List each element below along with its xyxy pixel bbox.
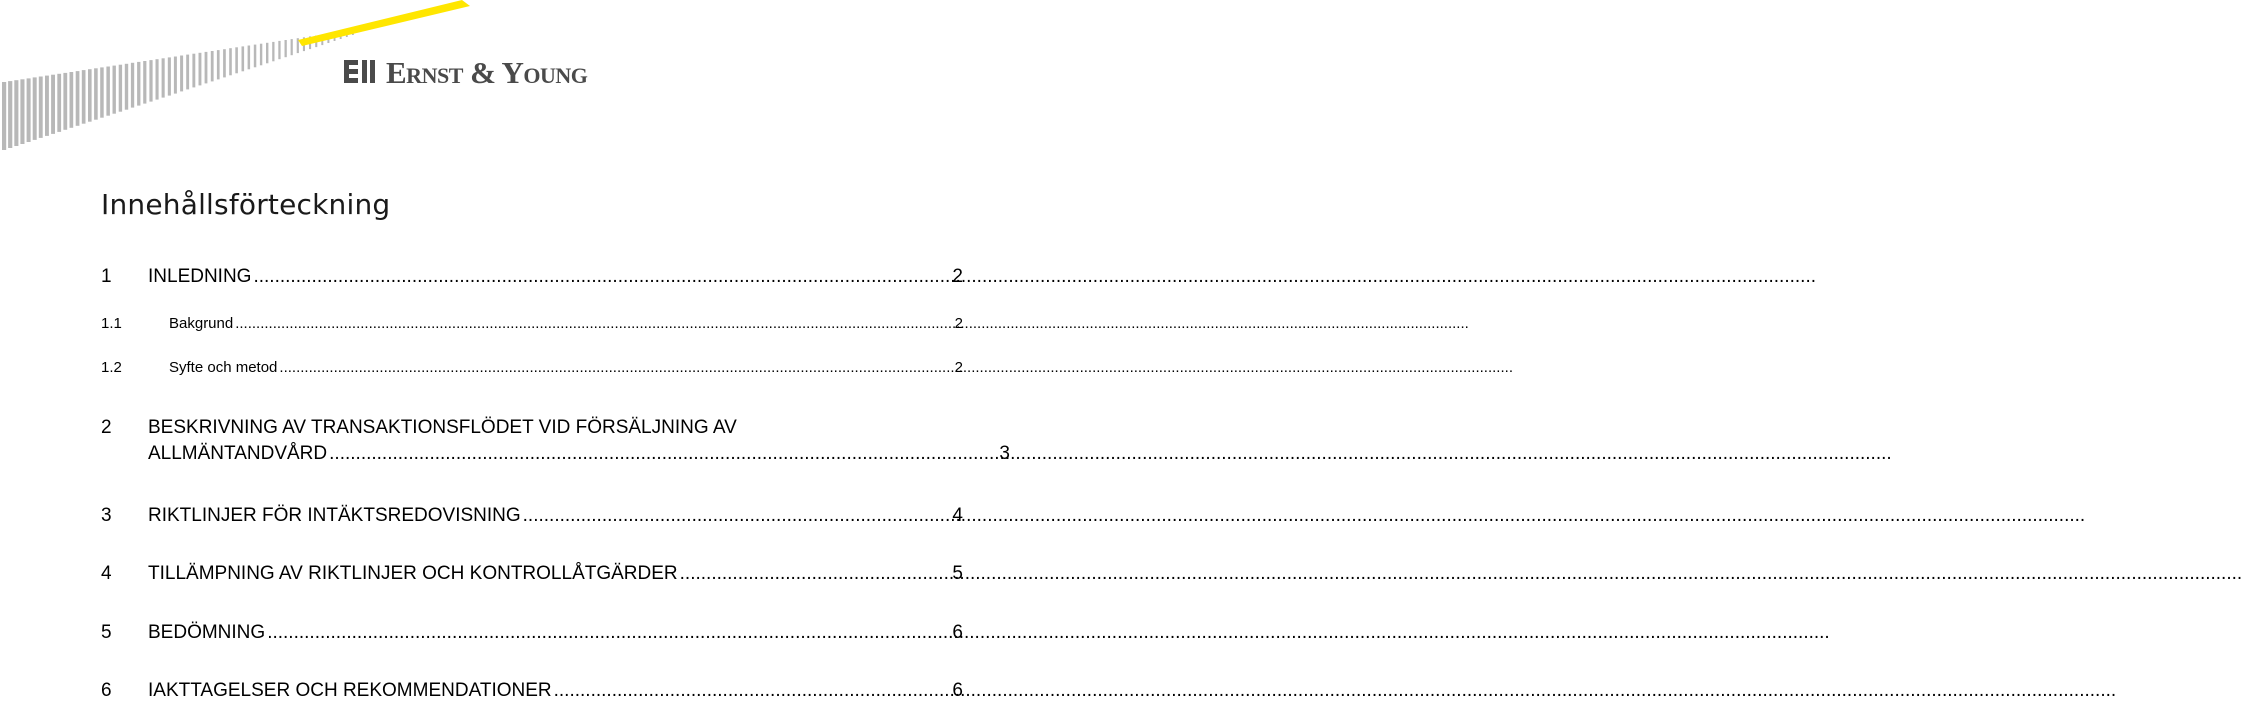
header-beam-line xyxy=(278,41,280,59)
toc-entry-label-continued: ALLMÄNTANDVÅRD xyxy=(148,443,328,464)
toc-entry-number: 1 xyxy=(101,266,112,287)
toc-entry-number: 6 xyxy=(101,680,112,701)
toc-entry-5[interactable] xyxy=(101,622,963,644)
toc-leader-dots xyxy=(554,680,951,702)
toc-entry-label: Syfte och metod xyxy=(169,359,278,376)
header-beam-line xyxy=(70,72,74,128)
header-beam-line xyxy=(248,46,251,70)
header-beam-line xyxy=(106,67,110,116)
header-beam-line xyxy=(39,77,43,138)
header-beam-line xyxy=(211,51,214,81)
header-beam-line xyxy=(186,55,189,90)
header-beam-line xyxy=(242,46,245,71)
toc-leader-dots xyxy=(235,315,952,332)
header-beam-line xyxy=(113,66,116,114)
toc-entry-label: Bakgrund xyxy=(169,315,234,332)
header-beam-line xyxy=(223,49,226,77)
ernst-young-logo xyxy=(344,56,587,88)
toc-entry-label: BEDÖMNING xyxy=(148,622,266,643)
toc-entry-1[interactable] xyxy=(101,266,963,288)
ey-mark-icon xyxy=(344,56,378,88)
yellow-beam-graphic xyxy=(298,0,470,46)
header-beam-line xyxy=(205,52,208,84)
toc-entry-label: RIKTLINJER FÖR INTÄKTSREDOVISNING xyxy=(148,505,521,526)
header-beam-line xyxy=(272,42,274,61)
toc-entry-page: 5 xyxy=(952,563,963,584)
toc-leader-dots xyxy=(680,563,951,585)
toc-entry-6[interactable] xyxy=(101,680,963,702)
header-beam-line xyxy=(20,79,24,144)
toc-entry-page: 2 xyxy=(954,359,963,376)
header-beam-line xyxy=(143,61,146,104)
toc-entry-label: TILLÄMPNING AV RIKTLINJER OCH KONTROLLÅTGÄRDER xyxy=(148,563,678,584)
header-beam-line xyxy=(63,73,67,130)
toc-entry-1-2[interactable] xyxy=(101,359,963,376)
logo-wordmark-text: Ernst & Young xyxy=(386,54,588,90)
toc-entry-page: 4 xyxy=(952,505,963,526)
toc-entry-label: INLEDNING xyxy=(148,266,252,287)
toc-entry-page: 6 xyxy=(952,680,963,701)
toc-entry-number: 1.1 xyxy=(101,315,122,332)
header-beam-line xyxy=(291,39,293,55)
toc-entry-page: 6 xyxy=(952,622,963,643)
header-beam-line xyxy=(100,67,104,117)
toc-entry-label: BESKRIVNING AV TRANSAKTIONSFLÖDET VID FÖRSÄLJNING AV xyxy=(148,417,737,438)
header-beam-line xyxy=(137,62,140,106)
header-beam-line xyxy=(94,68,98,119)
toc-entry-page: 2 xyxy=(952,266,963,287)
toc-entry-2[interactable] xyxy=(101,417,1010,465)
header-beam-line xyxy=(199,53,202,86)
toc-entry-number: 5 xyxy=(101,622,112,643)
toc-entry-number: 2 xyxy=(101,417,112,438)
toc-entry-1-1[interactable] xyxy=(101,315,963,332)
header-beam-line xyxy=(260,44,262,66)
header-beam-line xyxy=(156,59,159,99)
header-beam-line xyxy=(162,58,165,97)
toc-leader-dots xyxy=(523,505,951,527)
header-beam-line xyxy=(266,43,268,64)
header-beam-line xyxy=(8,81,12,148)
header-beam-line xyxy=(45,76,49,136)
header-beam-line xyxy=(217,50,220,79)
header-beam-line xyxy=(174,57,177,94)
header-beam-line xyxy=(76,71,80,126)
header-beam-line xyxy=(119,65,122,112)
header-beam-line xyxy=(192,54,195,88)
toc-entry-label: IAKTTAGELSER OCH REKOMMENDATIONER xyxy=(148,680,552,701)
toc-title: Innehållsförteckning xyxy=(101,188,391,221)
toc-entry-number: 4 xyxy=(101,563,112,584)
header-beam-line xyxy=(88,69,92,122)
toc-leader-dots xyxy=(329,443,997,465)
header-beam-line xyxy=(2,82,6,150)
toc-entry-page: 2 xyxy=(954,315,963,332)
header-beam-line xyxy=(82,70,86,124)
header-beam-line xyxy=(149,60,152,102)
header-beam-line xyxy=(51,75,55,134)
header-beam-line xyxy=(180,56,183,92)
toc-entry-number: 3 xyxy=(101,505,112,526)
header-beam-line xyxy=(254,45,256,68)
toc-entry-4[interactable] xyxy=(101,563,963,585)
header-beam-line xyxy=(14,80,18,146)
header-beam-line xyxy=(125,64,128,110)
header-beam-line xyxy=(131,63,134,108)
header-beam-line xyxy=(168,57,171,95)
toc-leader-dots xyxy=(267,622,950,644)
toc-entry-number: 1.2 xyxy=(101,359,122,376)
header-beam-line xyxy=(57,74,61,132)
toc-entry-page: 3 xyxy=(999,443,1010,464)
header-beam-line xyxy=(33,77,37,139)
header-beam-line xyxy=(229,48,232,75)
toc-entry-3[interactable] xyxy=(101,505,963,527)
header-beam-line xyxy=(285,40,287,57)
toc-leader-dots xyxy=(279,359,952,376)
header-beam-line xyxy=(235,47,238,73)
toc-leader-dots xyxy=(253,266,950,288)
header-beam-line xyxy=(27,78,31,142)
